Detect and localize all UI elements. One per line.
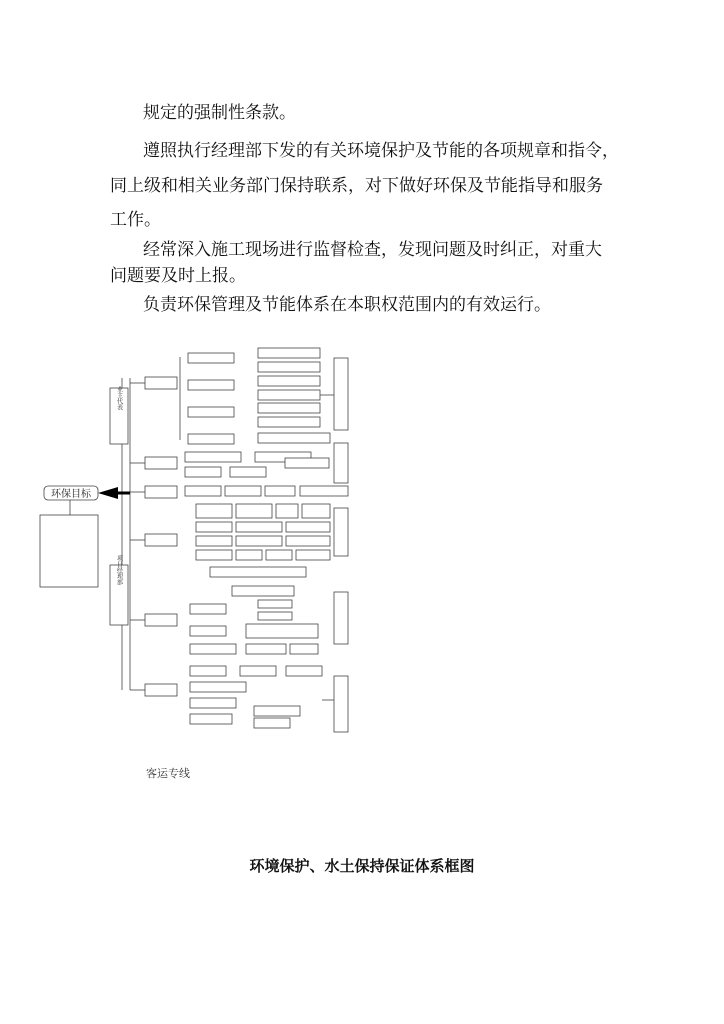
paragraph-2-line-3: 工作。 bbox=[110, 210, 161, 230]
project-manager-label: 项目经理部 bbox=[115, 555, 123, 585]
paragraph-1: 规定的强制性条款。 bbox=[143, 103, 296, 123]
arrow-icon bbox=[98, 487, 118, 499]
goal-label: 环保目标 bbox=[51, 489, 91, 500]
paragraph-2-line-1: 遵照执行经理部下发的有关环境保护及节能的各项规章和指令， bbox=[143, 141, 619, 161]
line-caption: 客运专线 bbox=[146, 767, 190, 780]
paragraph-3-line-2: 问题要及时上报。 bbox=[110, 266, 246, 286]
diagram-title: 环境保护、水土保持保证体系框图 bbox=[249, 857, 475, 875]
paragraph-4: 负责环保管理及节能体系在本职权范围内的有效运行。 bbox=[143, 295, 551, 315]
paragraph-2-line-2: 同上级和相关业务部门保持联系，对下做好环保及节能指导和服务 bbox=[110, 176, 603, 196]
paragraph-3-line-1: 经常深入施工现场进行监督检查，发现问题及时纠正，对重大 bbox=[143, 240, 602, 260]
owner-rep-label: 业主代表 bbox=[115, 386, 123, 410]
